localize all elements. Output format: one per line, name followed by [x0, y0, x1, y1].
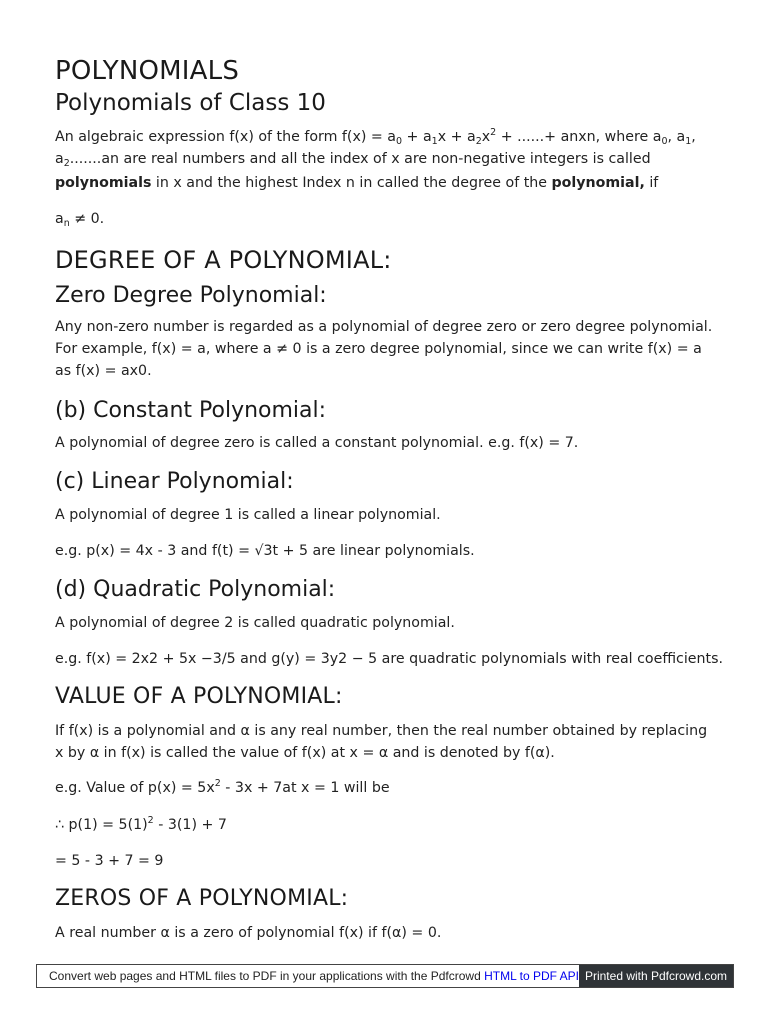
- page-title: POLYNOMIALS: [55, 56, 240, 86]
- degree-heading: DEGREE OF A POLYNOMIAL:: [55, 246, 392, 274]
- value-text: If f(x) is a polynomial and α is any real number, then the real number obtained by replacing x by α in f(x) is called the value of f(x) at x = α and is denoted by f(α).: [55, 723, 708, 761]
- intro-condition: $a_n \ne 0$.: [55, 211, 105, 229]
- pdfcrowd-footer: [36, 964, 734, 988]
- quadratic-text: A polynomial of degree 2 is called quadratic polynomial.: [55, 615, 455, 631]
- quadratic-example: e.g. f(x) = 2x2 + 5x −3/5 and g(y) = 3y2 − 5 are quadratic polynomials with real coefficients.: [55, 651, 723, 667]
- html-to-pdf-api-link[interactable]: HTML to PDF API: [484, 969, 580, 983]
- printed-with-badge[interactable]: Printed with Pdfcrowd.com: [579, 965, 733, 987]
- linear-text: A polynomial of degree 1 is called a linear polynomial.: [55, 507, 441, 523]
- intro-line-3: polynomials in x and the highest Index n in called the degree of the polynomial, if: [55, 175, 659, 191]
- linear-heading: (c) Linear Polynomial:: [55, 469, 294, 494]
- constant-heading: (b) Constant Polynomial:: [55, 398, 327, 423]
- zeros-heading: ZEROS OF A POLYNOMIAL:: [55, 886, 349, 911]
- value-heading: VALUE OF A POLYNOMIAL:: [55, 684, 343, 709]
- value-step: ∴ $p(1) = 5(1)^2 - 3(1) + 7$: [55, 815, 227, 833]
- zeros-text: A real number α is a zero of polynomial f(x) if f(α) = 0.: [55, 925, 442, 941]
- value-example: e.g. Value of $p(x) = 5x^2 - 3x + 7at$ x = 1 will be: [55, 778, 390, 796]
- footer-convert-text: Convert web pages and HTML files to PDF in your applications with the Pdfcrowd HTML to PDF API: [49, 969, 580, 983]
- page-subtitle: Polynomials of Class 10: [55, 90, 326, 116]
- intro-line-1: An algebraic expression f(x) of the form $f(x) = a_0 + a_1x + a_2x^2$ + ......+ anxn, where $a_0$, $a_1$,: [55, 127, 696, 147]
- zero-degree-heading: Zero Degree Polynomial:: [55, 283, 327, 308]
- intro-line-2: $a_2.......an$ are real numbers and all the index of x are non-negative integers is called: [55, 151, 651, 169]
- linear-example: e.g. p(x) = 4x - 3 and f(t) = √3t + 5 are linear polynomials.: [55, 543, 475, 559]
- value-result: = 5 - 3 + 7 = 9: [55, 853, 164, 869]
- zero-degree-text: Any non-zero number is regarded as a polynomial of degree zero or zero degree polynomial. For example, f(x) = a, where a ≠ 0 is a zero degree polynomial, since we can write f(x) = a as f(x) = ax0.: [55, 319, 713, 379]
- constant-text: A polynomial of degree zero is called a constant polynomial. e.g. f(x) = 7.: [55, 435, 579, 451]
- quadratic-heading: (d) Quadratic Polynomial:: [55, 577, 336, 602]
